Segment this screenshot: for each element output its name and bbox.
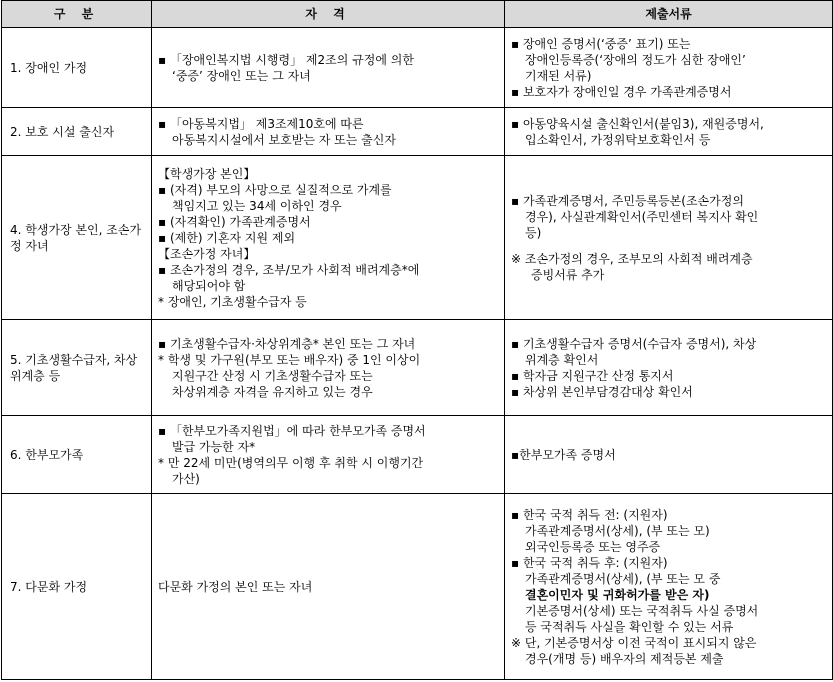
table-row bbox=[2, 108, 833, 156]
category-cell: 5. 기초생활수급자, 차상위계층 등 bbox=[2, 320, 152, 416]
documents-cell: ▪ 아동양육시설 출신확인서(붙임3), 재원증명서, 입소확인서, 가정위탁보호확인서 등 bbox=[505, 108, 833, 156]
table-row bbox=[2, 156, 833, 320]
category-cell: 2. 보호 시설 출신자 bbox=[2, 108, 152, 156]
documents-cell: ▪ 기초생활수급자 증명서(수급자 증명서), 차상 위계층 확인서 ▪ 학자금 지원구간 산정 통지서 ▪ 차상위 본인부담경감대상 확인서 bbox=[505, 320, 833, 416]
qualification-cell: 【학생가장 본인】 ▪ (자격) 부모의 사망으로 실질적으로 가계를 책임지고 있는 34세 이하인 경우 ▪ (자격확인) 가족관계증명서 ▪ (제한) 기혼자 지원 제외 【조손가정 자녀】 ▪ 조손가정의 경우, 조부/모가 사회적 배려계층*에 해당되어야 함 * 장애인, 기초생활수급자 등 bbox=[152, 156, 505, 320]
category-cell: 4. 학생가장 본인, 조손가정 자녀 bbox=[2, 156, 152, 320]
qualification-cell: ▪ 「한부모가족지원법」에 따라 한부모가족 증명서 발급 가능한 자* * 만 22세 미만(병역의무 이행 후 취학 시 이행기간 가산) bbox=[152, 416, 505, 494]
documents-cell: ▪한부모가족 증명서 bbox=[505, 416, 833, 494]
category-cell: 7. 다문화 가정 bbox=[2, 494, 152, 680]
eligibility-table bbox=[1, 0, 833, 680]
documents-cell: ▪ 장애인 증명서(‘중증’ 표기) 또는 장애인등록증(‘장애의 정도가 심한 장애인’ 기재된 서류) ▪ 보호자가 장애인일 경우 가족관계증명서 bbox=[505, 28, 833, 108]
table-row bbox=[2, 28, 833, 108]
qualification-cell: ▪ 「아동복지법」 제3조제10호에 따른 아동복지시설에서 보호받는 자 또는 출신자 bbox=[152, 108, 505, 156]
header-qualification: 자 격 bbox=[152, 1, 505, 28]
qualification-cell: 다문화 가정의 본인 또는 자녀 bbox=[152, 494, 505, 680]
category-cell: 1. 장애인 가정 bbox=[2, 28, 152, 108]
table-row bbox=[2, 320, 833, 416]
header-documents: 제출서류 bbox=[505, 1, 833, 28]
table-row bbox=[2, 416, 833, 494]
qualification-cell: ▪ 「장애인복지법 시행령」 제2조의 규정에 의한 ‘중증’ 장애인 또는 그 자녀 bbox=[152, 28, 505, 108]
documents-cell: ▪ 가족관계증명서, 주민등록등본(조손가정의 경우), 사실관계확인서(주민센터 복지사 확인 등) ※ 조손가정의 경우, 조부모의 사회적 배려계층 증빙서류 추가 bbox=[505, 156, 833, 320]
qualification-cell: ▪ 기초생활수급자·차상위계층* 본인 또는 그 자녀 * 학생 및 가구원(부모 또는 배우자) 중 1인 이상이 지원구간 산정 시 기초생활수급자 또는 차상위계층 자격을 유지하고 있는 경우 bbox=[152, 320, 505, 416]
table-row bbox=[2, 494, 833, 680]
category-cell: 6. 한부모가족 bbox=[2, 416, 152, 494]
table-header-row bbox=[2, 1, 833, 28]
header-category: 구 분 bbox=[2, 1, 152, 28]
documents-cell: ▪ 한국 국적 취득 전: (지원자) 가족관계증명서(상세), (부 또는 모) 외국인등록증 또는 영주증 ▪ 한국 국적 취득 후: (지원자) 가족관계증명서(상세), (부 또는 모 중 결혼이민자 및 귀화허가를 받은 자) 기본증명서(상세) 또는 국적취득 사실 증명서 등 국적취득 사실을 확인할 수 있는 서류 ※ 단, 기본증명서상 이전 국적이 표시되지 않은 경우(개명 등) 배우자의 제적등본 제출 bbox=[505, 494, 833, 680]
